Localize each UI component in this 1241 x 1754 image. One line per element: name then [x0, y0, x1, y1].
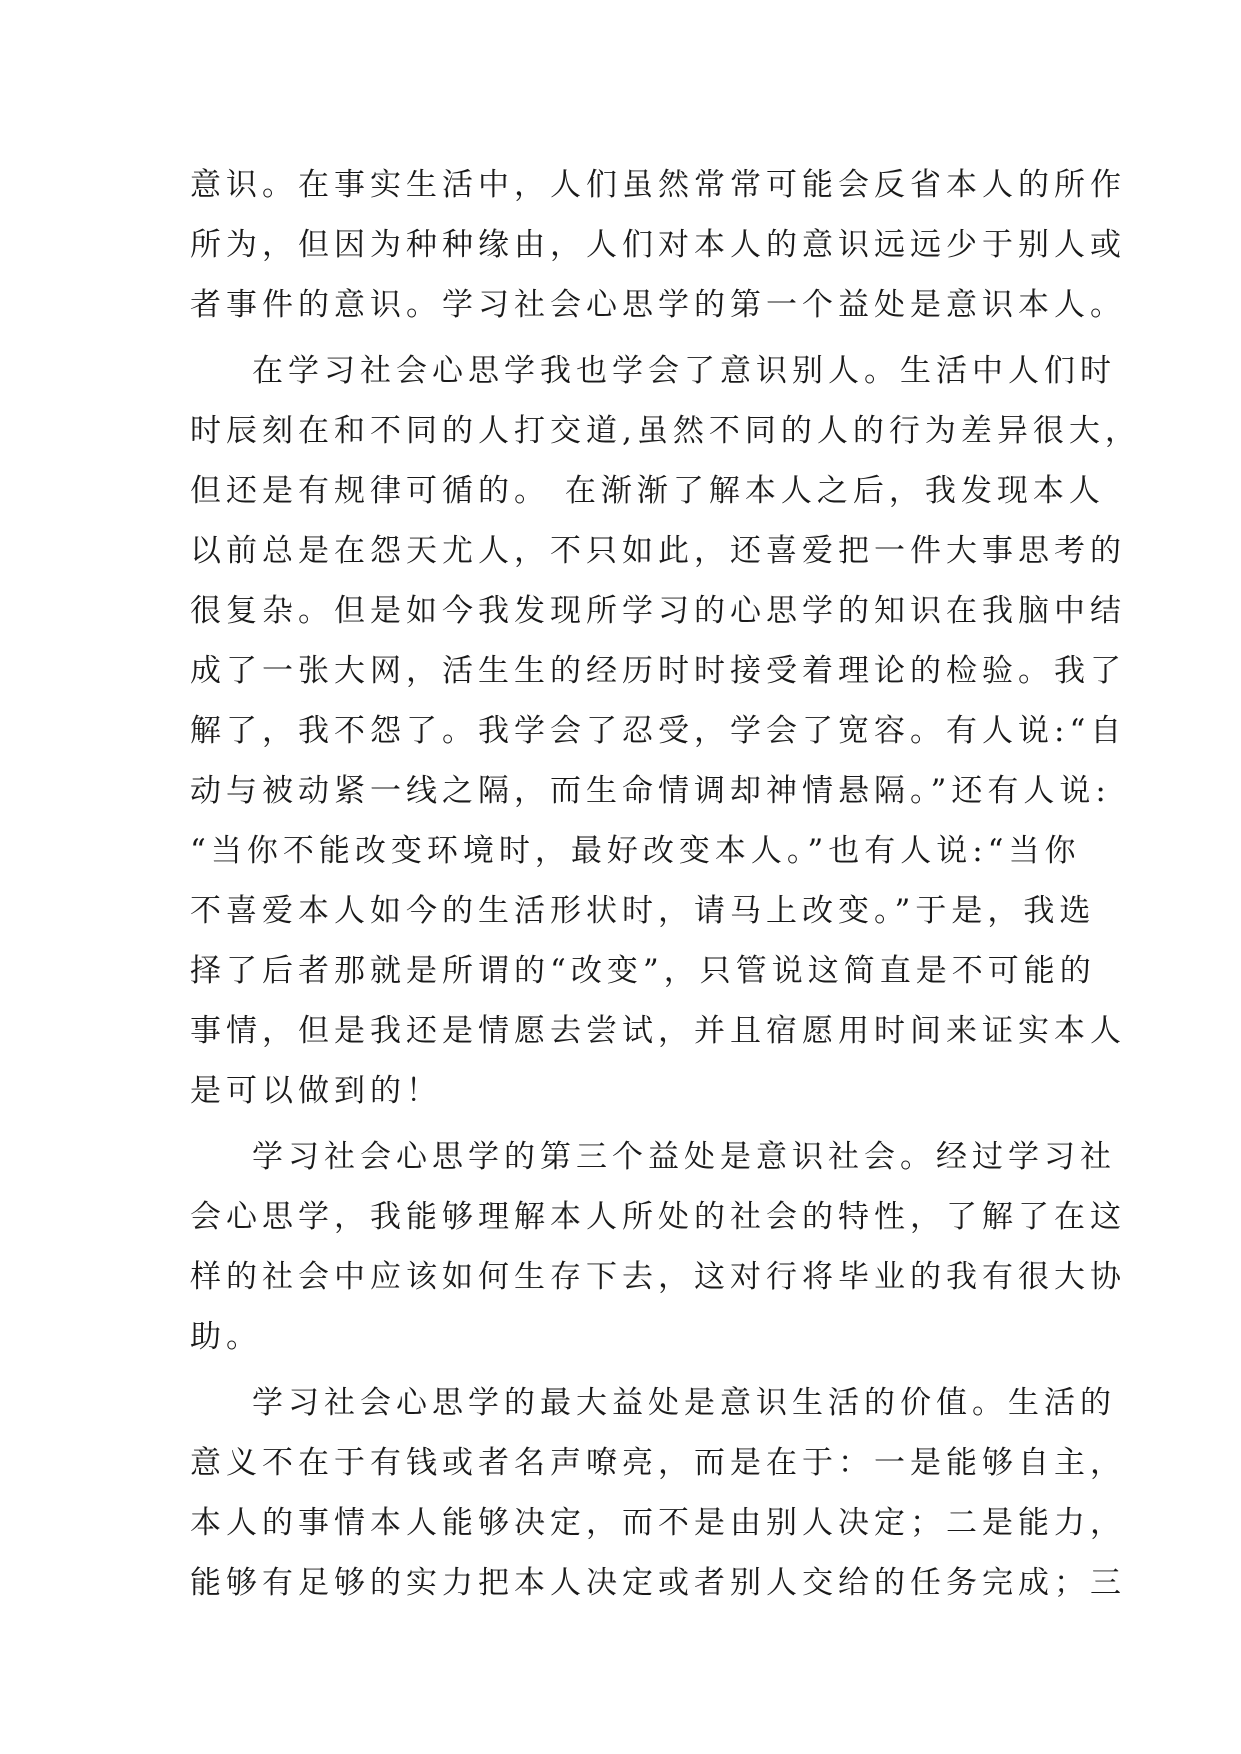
document-body [190, 155, 1141, 1613]
text-line: “当你不能改变环境时，最好改变本人。”也有人说:“当你 [190, 833, 1081, 869]
text-line: 在学习社会心思学我也学会了意识别人。生活中人们时 [252, 353, 1116, 389]
text-line: 是可以做到的！ [190, 1073, 442, 1109]
text-line: 学习社会心思学的最大益处是意识生活的价值。生活的 [252, 1385, 1116, 1421]
text-line: 能够有足够的实力把本人决定或者别人交给的任务完成；三 [190, 1565, 1126, 1601]
text-line: 动与被动紧一线之隔，而生命情调却神情悬隔。”还有人说: [190, 773, 1111, 809]
text-line: 解了，我不怨了。我学会了忍受，学会了宽容。有人说:“自 [190, 713, 1127, 749]
text-line: 事情，但是我还是情愿去尝试，并且宿愿用时间来证实本人 [190, 1013, 1126, 1049]
text-line: 意义不在于有钱或者名声嘹亮，而是在于：一是能够自主， [190, 1445, 1126, 1481]
text-line: 学习社会心思学的第三个益处是意识社会。经过学习社 [252, 1139, 1116, 1175]
text-line: 以前总是在怨天尤人，不只如此，还喜爱把一件大事思考的 [190, 533, 1126, 569]
text-line: 成了一张大网，活生生的经历时时接受着理论的检验。我了 [190, 653, 1126, 689]
text-line: 意识。在事实生活中，人们虽然常常可能会反省本人的所作 [190, 167, 1126, 203]
text-line: 所为，但因为种种缘由，人们对本人的意识远远少于别人或 [190, 227, 1126, 263]
text-line: 会心思学，我能够理解本人所处的社会的特性，了解了在这 [190, 1199, 1126, 1235]
text-line: 择了后者那就是所谓的“改变”，只管说这简直是不可能的 [190, 953, 1096, 989]
text-line: 不喜爱本人如今的生活形状时，请马上改变。”于是，我选 [190, 893, 1096, 929]
text-line: 本人的事情本人能够决定，而不是由别人决定；二是能力， [190, 1505, 1126, 1541]
text-line: 但还是有规律可循的。 在渐渐了解本人之后，我发现本人 [190, 473, 1105, 509]
text-line: 者事件的意识。学习社会心思学的第一个益处是意识本人。 [190, 287, 1126, 323]
text-line: 助。 [190, 1319, 262, 1355]
text-line: 样的社会中应该如何生存下去，这对行将毕业的我有很大协 [190, 1259, 1126, 1295]
text-line: 时辰刻在和不同的人打交道,虽然不同的人的行为差异很大， [190, 413, 1141, 449]
text-line: 很复杂。但是如今我发现所学习的心思学的知识在我脑中结 [190, 593, 1126, 629]
